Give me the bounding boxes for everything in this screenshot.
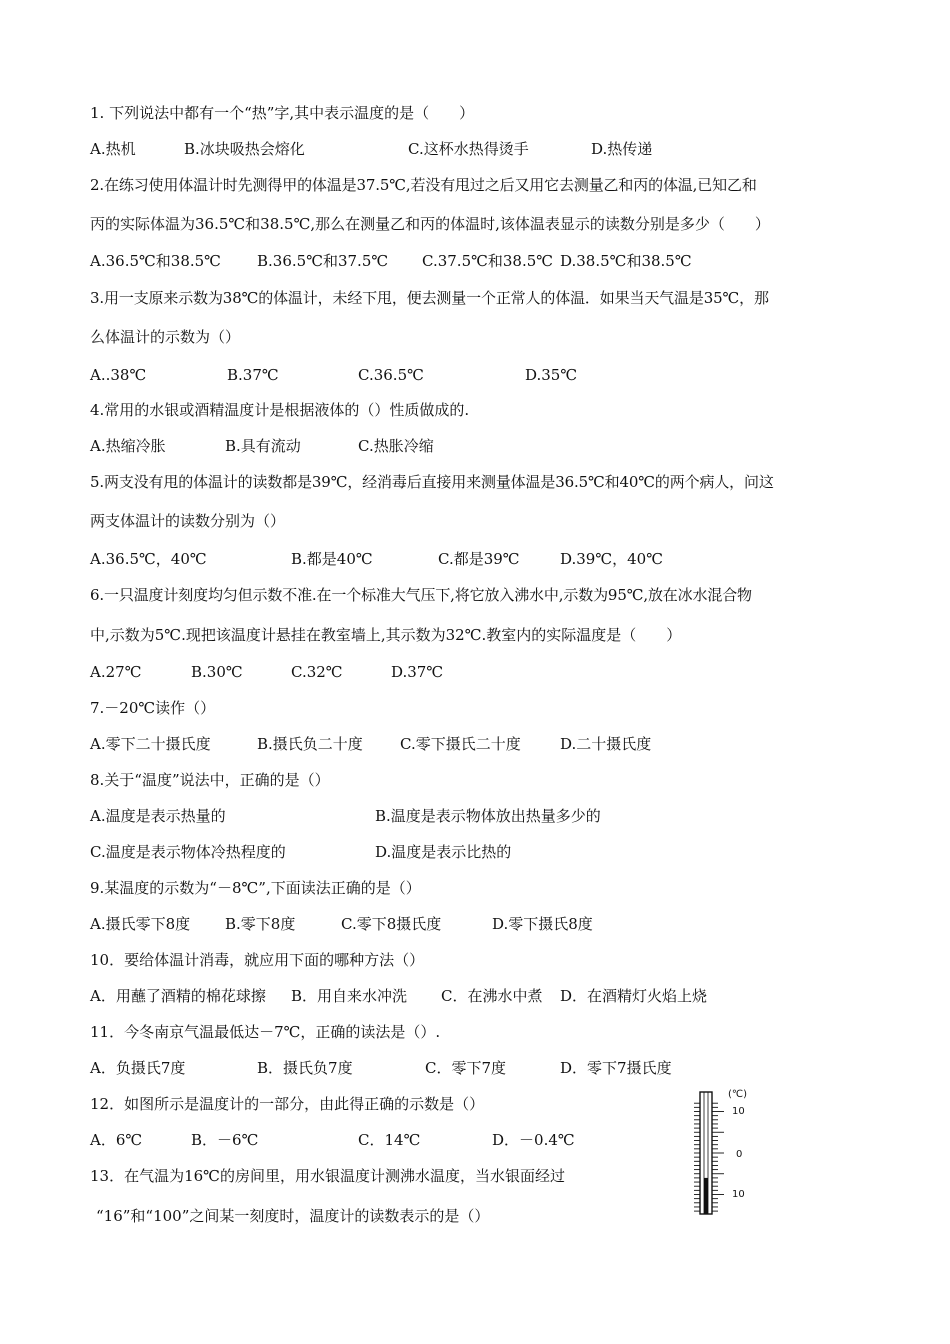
option-d: D．－0.4℃ — [492, 1131, 575, 1149]
question-4-line-1: 4.常用的水银或酒精温度计是根据液体的（）性质做成的. — [90, 401, 470, 419]
question-11-line-1: 11．今冬南京气温最低达－7℃，正确的读法是（）. — [90, 1023, 441, 1041]
option-a: A．6℃ — [90, 1131, 143, 1149]
option-b: B.37℃ — [227, 366, 279, 384]
label-10-top: 10 — [732, 1106, 745, 1117]
option-c: C.零下摄氏二十度 — [400, 735, 521, 753]
label-0: 0 — [736, 1149, 743, 1160]
option-d: D.35℃ — [525, 366, 578, 384]
option-c: C．14℃ — [358, 1131, 421, 1149]
option-a: A.36.5℃，40℃ — [90, 550, 207, 568]
question-12-line-1: 12．如图所示是温度计的一部分，由此得正确的示数是（） — [90, 1095, 485, 1113]
question-13-line-2: “16”和“100”之间某一刻度时，温度计的读数表示的是（） — [96, 1207, 490, 1225]
option-d: D.温度是表示比热的 — [375, 843, 512, 861]
option-c: C．在沸水中煮 — [441, 987, 543, 1005]
option-d: D．在酒精灯火焰上烧 — [560, 987, 708, 1005]
option-b: B.具有流动 — [225, 437, 301, 455]
question-7-line-1: 7.－20℃读作（） — [90, 699, 216, 717]
option-b: B.零下8度 — [225, 915, 296, 933]
option-a: A．用蘸了酒精的棉花球擦 — [90, 987, 266, 1005]
question-6-line-1: 6.一只温度计刻度均匀但示数不准.在一个标准大气压下,将它放入沸水中,示数为95℃,放在冰水混合物 — [90, 586, 752, 604]
mercury-column — [704, 1178, 708, 1214]
label-10-bottom: 10 — [732, 1189, 745, 1200]
option-a: A.摄氏零下8度 — [90, 915, 191, 933]
option-a: A.热缩冷胀 — [90, 437, 166, 455]
option-b: B.温度是表示物体放出热量多少的 — [375, 807, 601, 825]
option-c: C.热胀冷缩 — [358, 437, 434, 455]
question-13-line-1: 13．在气温为16℃的房间里，用水银温度计测沸水温度，当水银面经过 — [90, 1167, 565, 1185]
option-a: A.36.5℃和38.5℃ — [90, 252, 221, 270]
option-d: D.39℃，40℃ — [560, 550, 663, 568]
option-c: C.零下8摄氏度 — [341, 915, 442, 933]
question-8-line-1: 8.关于“温度”说法中，正确的是（） — [90, 771, 330, 789]
option-b: B.都是40℃ — [291, 550, 373, 568]
option-c: C.这杯水热得烫手 — [408, 140, 529, 158]
question-2-line-2: 丙的实际体温为36.5℃和38.5℃,那么在测量乙和丙的体温时,该体温表显示的读数分别是多少（ ） — [90, 215, 770, 233]
option-d: D.38.5℃和38.5℃ — [560, 252, 692, 270]
option-d: D．零下7摄氏度 — [560, 1059, 672, 1077]
option-b: B．用自来水冲洗 — [291, 987, 408, 1005]
unit-label: (℃) — [728, 1089, 748, 1100]
option-a: A.27℃ — [90, 663, 142, 681]
thermometer-figure — [682, 1086, 762, 1216]
question-1-line-1: 1. 下列说法中都有一个“热”字,其中表示温度的是（ ） — [90, 104, 475, 122]
option-d: D.二十摄氏度 — [560, 735, 652, 753]
option-c: C．零下7度 — [425, 1059, 507, 1077]
option-c: C.都是39℃ — [438, 550, 520, 568]
question-2-line-1: 2.在练习使用体温计时先测得甲的体温是37.5℃,若没有甩过之后又用它去测量乙和丙的体温,已知乙和 — [90, 176, 757, 194]
option-b: B.36.5℃和37.5℃ — [257, 252, 389, 270]
option-d: D.零下摄氏8度 — [492, 915, 593, 933]
option-c: C.36.5℃ — [358, 366, 424, 384]
option-b: B.30℃ — [191, 663, 243, 681]
question-10-line-1: 10．要给体温计消毒，就应用下面的哪种方法（） — [90, 951, 425, 969]
question-9-line-1: 9.某温度的示数为“－8℃”,下面读法正确的是（） — [90, 879, 421, 897]
option-a: A..38℃ — [90, 366, 147, 384]
option-c: C.温度是表示物体冷热程度的 — [90, 843, 286, 861]
option-b: B.冰块吸热会熔化 — [184, 140, 305, 158]
option-c: C.37.5℃和38.5℃ — [422, 252, 554, 270]
option-d: D.37℃ — [391, 663, 444, 681]
question-5-line-2: 两支体温计的读数分别为（） — [90, 512, 286, 530]
question-5-line-1: 5.两支没有甩的体温计的读数都是39℃，经消毒后直接用来测量体温是36.5℃和40℃的两个病人，问这 — [90, 473, 774, 491]
question-3-line-1: 3.用一支原来示数为38℃的体温计，未经下甩，便去测量一个正常人的体温．如果当天气温是35℃，那 — [90, 289, 769, 307]
option-a: A．负摄氏7度 — [90, 1059, 186, 1077]
option-b: B.摄氏负二十度 — [257, 735, 363, 753]
option-b: B．摄氏负7度 — [257, 1059, 353, 1077]
option-a: A.温度是表示热量的 — [90, 807, 226, 825]
option-a: A.零下二十摄氏度 — [90, 735, 211, 753]
option-c: C.32℃ — [291, 663, 343, 681]
question-3-line-2: 么体温计的示数为（） — [90, 328, 241, 346]
option-b: B．－6℃ — [191, 1131, 259, 1149]
question-6-line-2: 中,示数为5℃.现把该温度计悬挂在教室墙上,其示数为32℃.教室内的实际温度是（ ） — [90, 626, 682, 644]
option-d: D.热传递 — [591, 140, 653, 158]
option-a: A.热机 — [90, 140, 136, 158]
